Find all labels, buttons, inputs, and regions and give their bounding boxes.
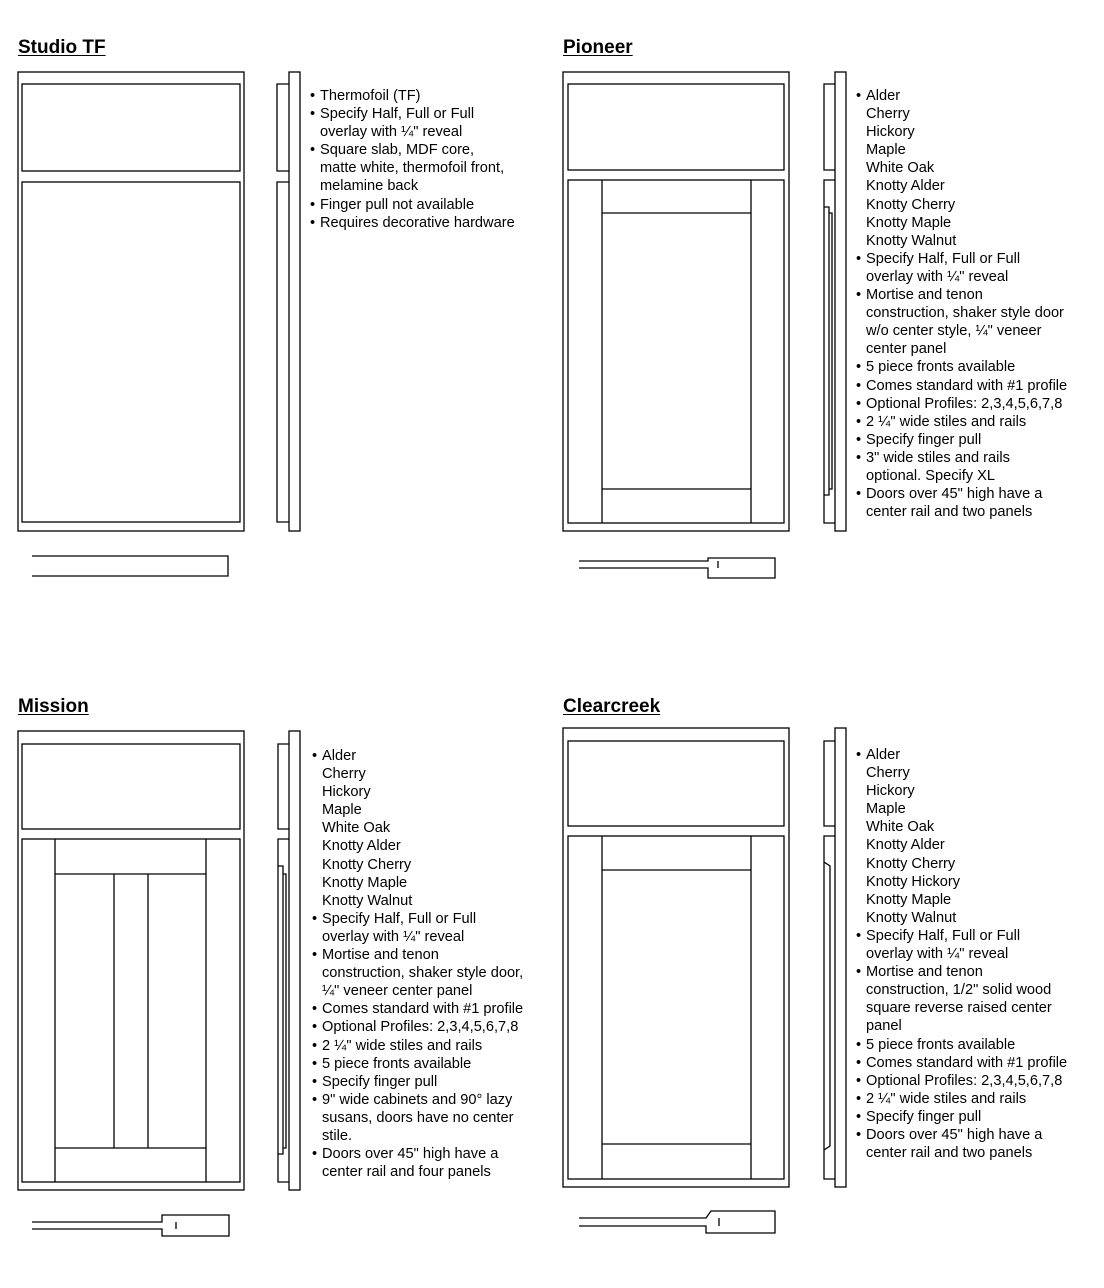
spec-note-line: White Oak (866, 160, 935, 177)
spec-note-line: Knotty Alder (866, 178, 945, 195)
spec-note-line: overlay with ¼" reveal (322, 928, 465, 945)
spec-note-line: • Comes standard with #1 profile (856, 377, 1067, 395)
spec-note-line: Hickory (866, 124, 915, 141)
spec-note-line: Knotty Alder (322, 838, 401, 855)
spec-note-line: overlay with ¼" reveal (320, 124, 463, 141)
spec-note-line: Hickory (866, 783, 915, 800)
spec-note-line: • 9" wide cabinets and 90° lazy (312, 1091, 523, 1109)
spec-note-line: • Specify finger pull (856, 1108, 1067, 1126)
spec-note-line: • Alder (856, 746, 1067, 764)
spec-note-line: optional. Specify XL (866, 467, 995, 484)
clearcreek-title: Clearcreek (563, 696, 661, 717)
spec-note-line: Maple (322, 802, 362, 819)
spec-note-line: • Specify Half, Full or Full (310, 105, 515, 123)
spec-note-line: Knotty Maple (866, 891, 952, 908)
spec-note-line: panel (866, 1018, 902, 1035)
spec-note-line: Knotty Cherry (322, 856, 412, 873)
spec-note-line: center rail and two panels (866, 504, 1033, 521)
spec-note-line: • 5 piece fronts available (856, 1036, 1067, 1054)
spec-note-line: melamine back (320, 178, 419, 195)
spec-note-line: construction, 1/2" solid wood (866, 982, 1052, 999)
spec-note-line: Knotty Maple (322, 874, 408, 891)
spec-note-line: • Doors over 45" high have a (856, 1126, 1067, 1144)
spec-note-line: Knotty Walnut (866, 909, 957, 926)
spec-note-line: center rail and two panels (866, 1145, 1033, 1162)
spec-note-line: • Doors over 45" high have a (856, 485, 1067, 503)
mission-title: Mission (18, 696, 89, 717)
spec-note-line: Maple (866, 801, 906, 818)
spec-note-line: • 3" wide stiles and rails (856, 449, 1067, 467)
spec-note-line: Cherry (866, 106, 910, 123)
spec-note-line: • Optional Profiles: 2,3,4,5,6,7,8 (312, 1018, 523, 1036)
spec-note-line: • Finger pull not available (310, 196, 515, 214)
spec-note-line: Cherry (866, 765, 910, 782)
spec-note-line: Maple (866, 142, 906, 159)
spec-note-line: • Mortise and tenon (856, 963, 1067, 981)
spec-note-line: • 5 piece fronts available (312, 1055, 523, 1073)
spec-note-line: Knotty Alder (866, 837, 945, 854)
spec-note-line: matte white, thermofoil front, (320, 160, 505, 177)
spec-note-line: center panel (866, 341, 947, 358)
spec-note-line: ¼" veneer center panel (322, 983, 473, 1000)
spec-note-line: • 2 ¼" wide stiles and rails (312, 1037, 523, 1055)
spec-note-line: Knotty Walnut (322, 892, 413, 909)
spec-note-line: susans, doors have no center (322, 1109, 514, 1126)
spec-note-line: center rail and four panels (322, 1164, 491, 1181)
spec-note-line: White Oak (866, 819, 935, 836)
spec-note-line: square reverse raised center (866, 1000, 1052, 1017)
spec-note-line: • Specify Half, Full or Full (856, 927, 1067, 945)
spec-note-line: w/o center style, ¼" veneer (866, 323, 1042, 340)
spec-note-line: Cherry (322, 766, 366, 783)
spec-note-line: • Doors over 45" high have a (312, 1145, 523, 1163)
spec-note-line: • Square slab, MDF core, (310, 141, 515, 159)
spec-note-line: Knotty Walnut (866, 232, 957, 249)
clearcreek-spec-notes (856, 746, 1067, 1162)
pioneer-title: Pioneer (563, 37, 633, 58)
spec-note-line: construction, shaker style door (866, 305, 1064, 322)
spec-note-line: • Alder (312, 747, 523, 765)
spec-note-line: • 5 piece fronts available (856, 358, 1067, 376)
spec-note-line: overlay with ¼" reveal (866, 946, 1009, 963)
spec-note-line: Knotty Cherry (866, 196, 956, 213)
spec-note-line: Knotty Maple (866, 214, 952, 231)
spec-note-line: overlay with ¼" reveal (866, 268, 1009, 285)
spec-note-line: • Optional Profiles: 2,3,4,5,6,7,8 (856, 395, 1067, 413)
spec-note-line: • 2 ¼" wide stiles and rails (856, 413, 1067, 431)
spec-note-line: • Mortise and tenon (312, 946, 523, 964)
spec-note-line: • Alder (856, 87, 1067, 105)
spec-note-line: Knotty Cherry (866, 855, 956, 872)
spec-note-line: • Comes standard with #1 profile (856, 1054, 1067, 1072)
spec-note-line: • Specify finger pull (856, 431, 1067, 449)
spec-note-line: construction, shaker style door, (322, 965, 524, 982)
spec-note-line: • Specify Half, Full or Full (856, 250, 1067, 268)
spec-note-line: • Optional Profiles: 2,3,4,5,6,7,8 (856, 1072, 1067, 1090)
spec-note-line: White Oak (322, 820, 391, 837)
spec-note-line: • Comes standard with #1 profile (312, 1000, 523, 1018)
spec-note-line: • Thermofoil (TF) (310, 87, 515, 105)
spec-note-line: • Specify finger pull (312, 1073, 523, 1091)
spec-note-line: stile. (322, 1127, 353, 1144)
spec-note-line: • 2 ¼" wide stiles and rails (856, 1090, 1067, 1108)
spec-note-line: • Requires decorative hardware (310, 214, 515, 232)
spec-note-line: Hickory (322, 784, 371, 801)
studio-tf-title: Studio TF (18, 37, 106, 58)
spec-note-line: • Mortise and tenon (856, 286, 1067, 304)
spec-note-line: • Specify Half, Full or Full (312, 910, 523, 928)
spec-note-line: Knotty Hickory (866, 873, 961, 890)
